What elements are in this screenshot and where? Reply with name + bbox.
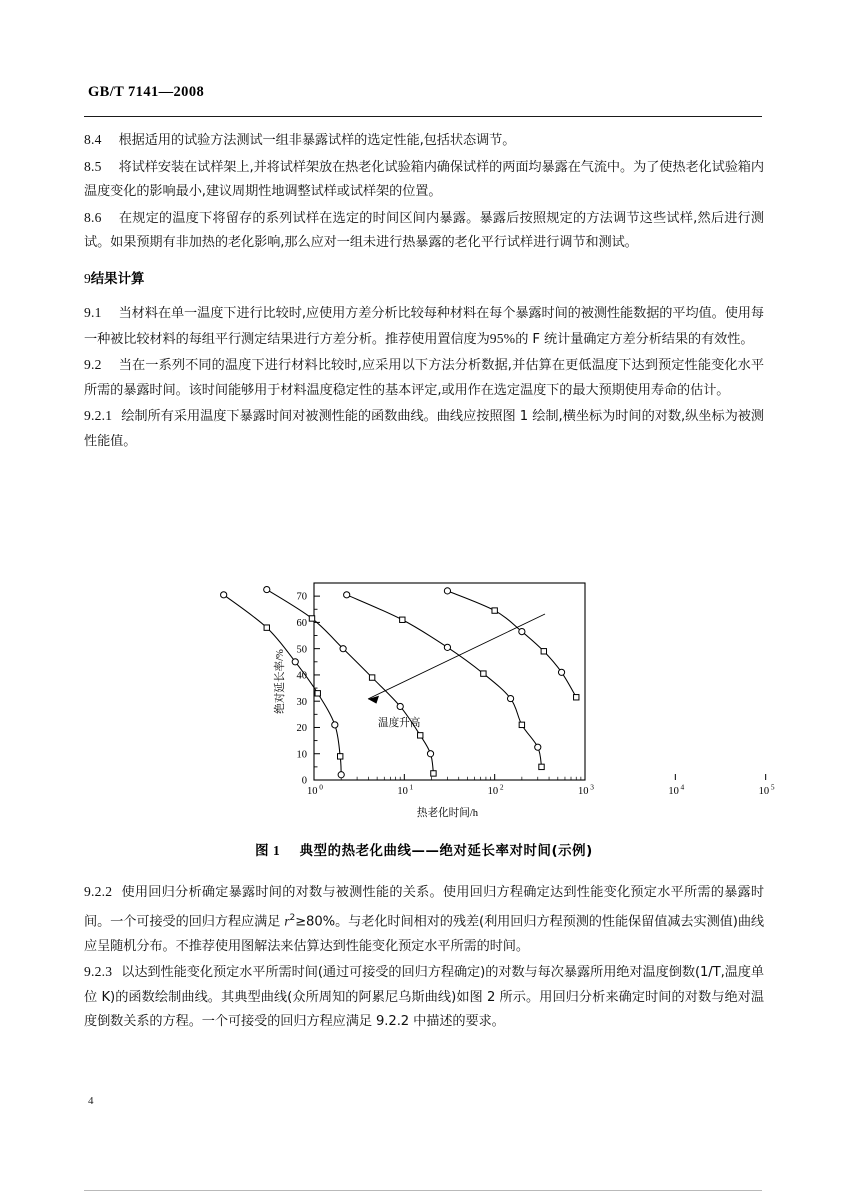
paragraph-text: 当在一系列不同的温度下进行材料比较时,应采用以下方法分析数据,并估算在更低温度下达到预定性能变化水平所需的暴露时间。该时间能够用于材料温度稳定性的基本评定,或用作在选定温度下的最大预期使用寿命的估计。 [84, 358, 764, 398]
data-point-circle [397, 703, 403, 709]
data-point-square [338, 754, 343, 759]
data-point-circle [558, 669, 564, 675]
svg-text:0: 0 [319, 782, 323, 792]
paragraph-number: 9.1 [84, 304, 102, 320]
paragraph-text-a: 当材料在单一温度下进行比较时,应使用方差分析比较每种材料在每个暴露时间的被测性能数据的平均值。使用每一种被比较材料的每组平行测定结果进行方差分析。推荐使用置信度为 [84, 305, 764, 347]
figure-1-thermal-aging-curves [250, 566, 775, 828]
x-axis-tick-labels [307, 783, 775, 797]
x-axis-title: 热老化时间/h [416, 808, 479, 819]
annotation-label: 温度升高 [378, 718, 421, 729]
svg-text:1: 1 [409, 782, 414, 792]
paragraph-number: 8.4 [84, 132, 102, 147]
y-tick-label: 10 [296, 749, 307, 761]
figure-number: 图 1 [255, 843, 281, 858]
data-point-circle [444, 588, 450, 594]
paragraph-number: 9.2.2 [84, 884, 113, 899]
data-point-square [309, 616, 314, 621]
data-point-circle [292, 659, 298, 665]
body-text-upper [84, 128, 764, 456]
svg-text:2: 2 [499, 782, 504, 792]
paragraph-text: 将试样安装在试样架上,并将试样架放在热老化试验箱内确保试样的两面均暴露在气流中。为了使热老化试验箱内温度变化的影响最小,建议周期性地调整试样或试样架的位置。 [84, 159, 764, 200]
paragraph-number: 9.2.1 [84, 408, 113, 424]
figure-caption-text: 典型的热老化曲线——绝对延长率对时间(示例) [299, 844, 593, 859]
section-number: 9 [84, 270, 91, 286]
svg-text:10: 10 [758, 786, 770, 797]
r-symbol: r [284, 912, 290, 928]
data-point-circle [344, 592, 350, 598]
paragraph-text: 根据适用的试验方法测试一组非暴露试样的选定性能,包括状态调节。 [118, 133, 516, 148]
data-point-square [492, 608, 497, 613]
data-point-circle [427, 751, 433, 757]
x-tick-label [488, 783, 504, 797]
data-point-circle [332, 722, 338, 728]
x-tick-label [307, 783, 323, 797]
data-point-circle [264, 586, 270, 592]
plot-frame [314, 583, 585, 780]
data-point-square [574, 695, 579, 700]
data-point-square [481, 671, 486, 676]
standard-code-header: GB/T 7141—2008 [88, 84, 205, 100]
paragraph-9-2-1 [84, 404, 764, 454]
data-point-circle [519, 628, 525, 634]
svg-text:4: 4 [680, 782, 685, 792]
section-title: 结果计算 [90, 271, 145, 287]
data-point-circle [340, 646, 346, 652]
x-tick-label [759, 783, 775, 797]
data-point-square [400, 617, 405, 622]
svg-text:10: 10 [668, 786, 679, 797]
data-point-circle [444, 644, 450, 650]
svg-text:5: 5 [770, 782, 775, 792]
chart-canvas [250, 566, 775, 828]
y-tick-label: 60 [296, 618, 307, 629]
paragraph-9-2-2 [84, 880, 764, 959]
body-text-lower [84, 880, 764, 1036]
x-tick-label [397, 783, 413, 797]
y-axis-title: 绝对延长率/% [275, 649, 286, 714]
data-point-square [541, 649, 546, 654]
paragraph-number: 9.2 [84, 357, 102, 373]
paragraph-8-4 [84, 128, 764, 154]
y-tick-label: 0 [301, 775, 307, 787]
svg-text:10: 10 [487, 786, 499, 797]
section-heading-9 [84, 269, 764, 290]
paragraph-text-b: 的 F 统计量确定方差分析结果的有效性。 [515, 331, 754, 347]
data-point-square [431, 771, 436, 776]
data-point-circle [507, 695, 513, 701]
data-point-square [264, 625, 269, 630]
data-point-square [539, 764, 544, 769]
paragraph-text: 以达到性能变化预定水平所需时间(通过可接受的回归方程确定)的对数与每次暴露所用绝对温度倒数(1/T,温度单位 K)的函数绘制曲线。其典型曲线(众所周知的阿累尼乌斯曲线)如图 2 所示。用回归分析来确定时间的对数与绝对温度倒数关系的方程。一个可接受的回归方程应满足 9.2.2 中描述的要求。 [84, 965, 764, 1030]
paragraph-number: 8.5 [84, 158, 102, 174]
y-tick-label: 70 [296, 591, 307, 603]
paragraph-text: 绘制所有采用温度下暴露时间对被测性能的函数曲线。曲线应按照图 1 绘制,横坐标为时间的对数,纵坐标为被测性能值。 [84, 409, 764, 449]
paragraph-text: 在规定的温度下将留存的系列试样在选定的时间区间内暴露。暴露后按照规定的方法调节这些试样,然后进行测试。如果预期有非加热的老化影响,那么应对一组未进行热暴露的老化平行试样进行调节和测试。 [84, 210, 764, 251]
paragraph-9-2-3 [84, 960, 764, 1035]
paragraph-8-6 [84, 206, 764, 256]
x-tick-label [578, 783, 594, 797]
svg-text:10: 10 [578, 786, 589, 797]
paragraph-text-b: ≥80%。与老化时间相对的残差(利用回归方程预测的性能保留值减去实测值)曲线应呈随机分布。不推荐使用图解法来估算达到性能变化预定水平所需的时间。 [84, 913, 764, 954]
y-axis-tick-labels [297, 592, 308, 787]
footer-rule [84, 1190, 762, 1191]
y-tick-label: 30 [296, 696, 307, 708]
svg-text:3: 3 [590, 782, 594, 792]
paragraph-text-a: 使用回归分析确定暴露时间的对数与被测性能的关系。使用回归方程确定达到性能变化预定水平所需的暴露时间。一个可接受的回归方程应满足 [84, 885, 764, 929]
page-number: 4 [88, 1095, 94, 1107]
x-tick-label [668, 783, 684, 797]
y-tick-label: 20 [296, 723, 307, 735]
data-point-square [418, 733, 423, 738]
svg-text:10: 10 [397, 786, 408, 797]
y-tick-label: 40 [296, 670, 307, 682]
y-tick-label: 50 [296, 644, 307, 656]
data-point-circle [221, 592, 227, 598]
data-point-circle [535, 744, 541, 750]
data-point-square [315, 691, 320, 696]
paragraph-number: 9.2.3 [84, 964, 113, 980]
r-symbol-exponent: 2 [289, 912, 296, 923]
svg-text:10: 10 [307, 786, 318, 797]
data-point-circle [338, 772, 344, 778]
data-point-square [369, 675, 374, 680]
paragraph-9-2 [84, 353, 764, 403]
header-rule [84, 116, 762, 117]
confidence-value: 95% [489, 330, 516, 346]
paragraph-8-5 [84, 155, 764, 205]
figure-1-caption [0, 840, 848, 859]
paragraph-9-1 [84, 301, 764, 352]
data-point-square [519, 722, 524, 727]
paragraph-number: 8.6 [84, 209, 102, 225]
